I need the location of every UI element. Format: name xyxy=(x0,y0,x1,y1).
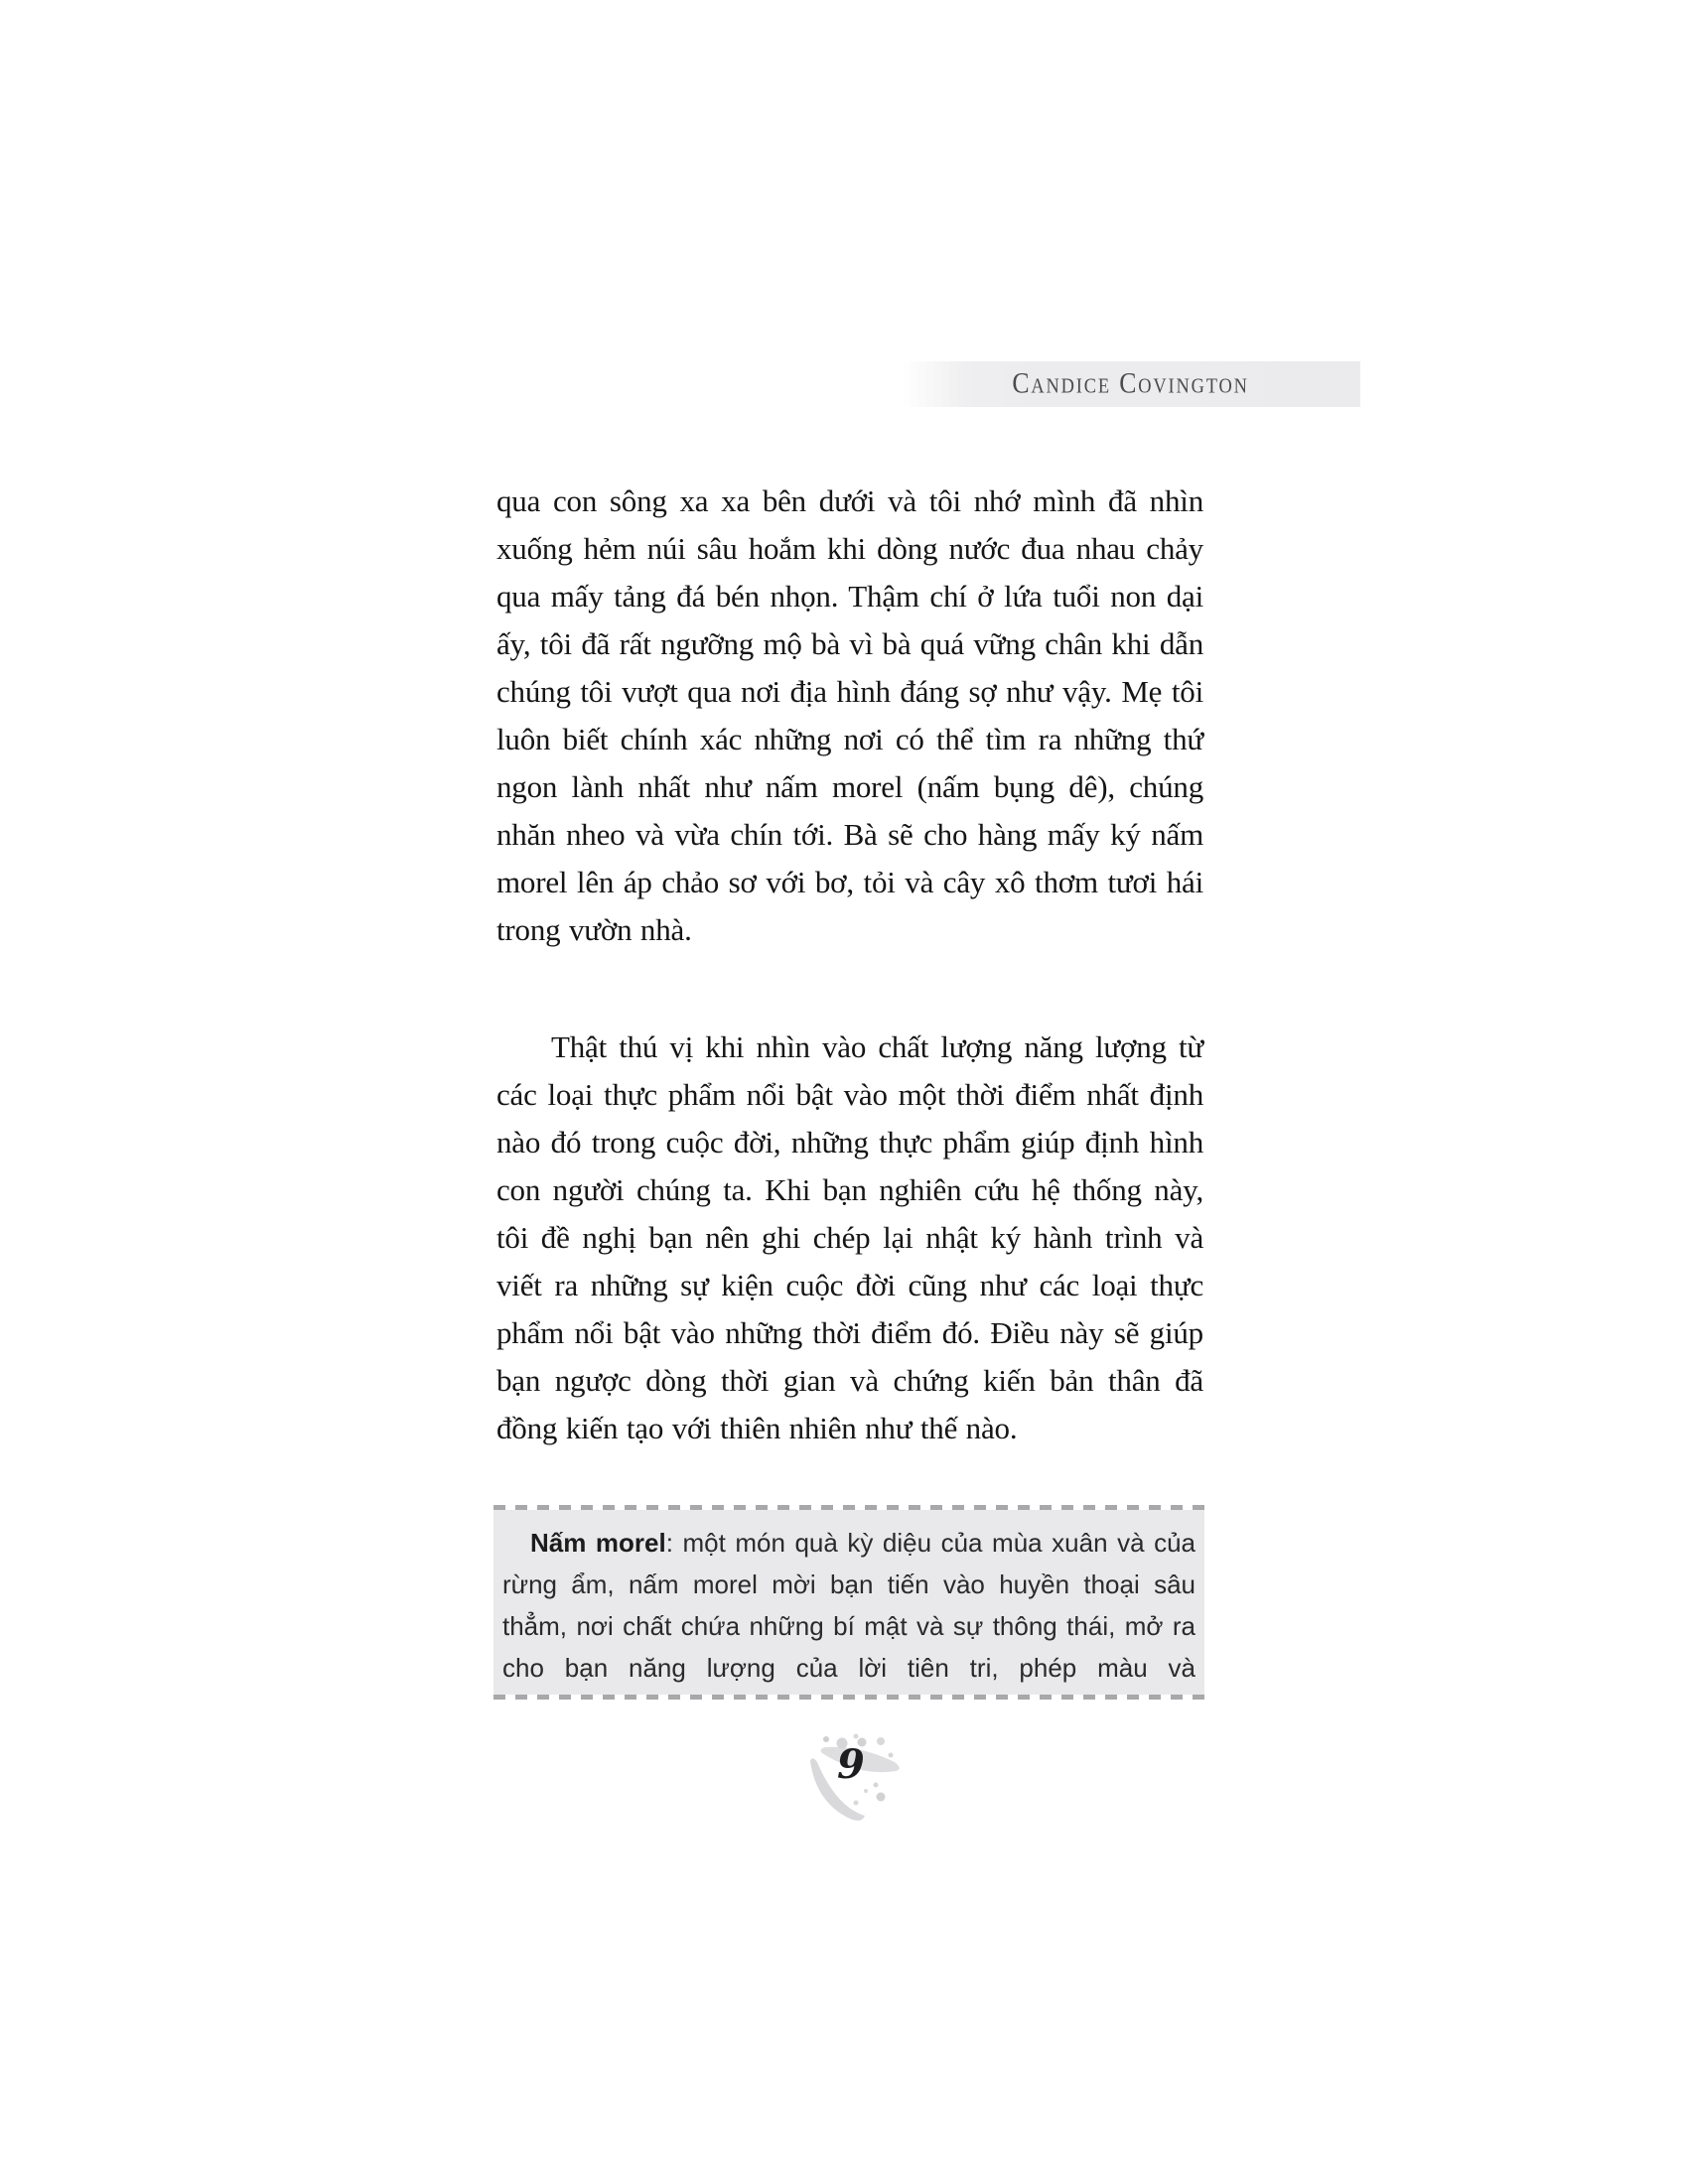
note-box-body xyxy=(493,1510,1204,1695)
running-header-author: Candice Covington xyxy=(1012,367,1250,400)
page-number: 9 xyxy=(837,1741,865,1788)
note-term: Nấm morel xyxy=(530,1528,666,1558)
running-header-bar xyxy=(902,361,1360,407)
note-definition: : một món quà kỳ diệu của mùa xuân và của rừng ẩm, nấm morel mời bạn tiến vào huyền thoại sâu thẳm, nơi chất chứa những bí mật và sự thông thái, mở ra cho bạn năng lượng của lời tiên tri, phép màu và xyxy=(502,1528,1196,1683)
note-box-bottom-dashed-rule xyxy=(493,1695,1204,1700)
note-box xyxy=(493,1505,1204,1700)
paragraph-second: Thật thú vị khi nhìn vào chất lượng năng lượng từ các loại thực phẩm nổi bật vào một thời điểm nhất định nào đó trong cuộc đời, những thực phẩm giúp định hình con người chúng ta. Khi bạn nghiên cứu hệ thống này, tôi đề nghị bạn nên ghi chép lại nhật ký hành trình và viết ra những sự kiện cuộc đời cũng như các loại thực phẩm nổi bật vào những thời điểm đó. Điều này sẽ giúp bạn ngược dòng thời gian và chứng kiến bản thân đã đồng kiến tạo với thiên nhiên như thế nào. xyxy=(496,1029,1203,1445)
paragraph-opening: qua con sông xa xa bên dưới và tôi nhớ mình đã nhìn xuống hẻm núi sâu hoắm khi dòng nước đua nhau chảy qua mấy tảng đá bén nhọn. Thậm chí ở lứa tuổi non dại ấy, tôi đã rất ngưỡng mộ bà vì bà quá vững chân khi dẫn chúng tôi vượt qua nơi địa hình đáng sợ như vậy. Mẹ tôi luôn biết chính xác những nơi có thể tìm ra những thứ ngon lành nhất như nấm morel (nấm bụng dê), chúng nhăn nheo và vừa chín tới. Bà sẽ cho hàng mấy ký nấm morel lên áp chảo sơ với bơ, tỏi và cây xô thơm tươi hái trong vườn nhà. xyxy=(496,483,1203,947)
